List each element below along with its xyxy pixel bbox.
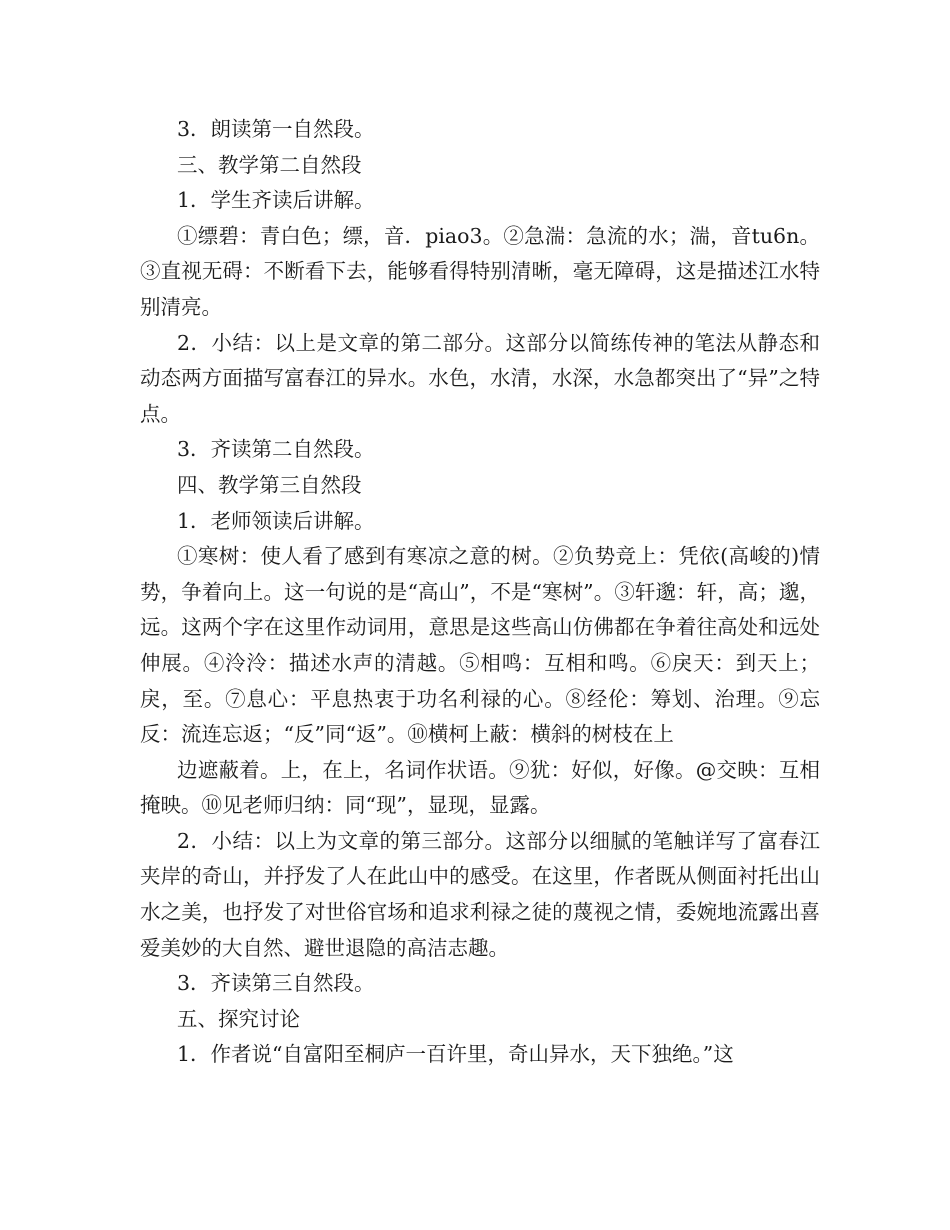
section-heading-five: 五、探究讨论 <box>177 1006 300 1031</box>
paragraph-students-read: 1．学生齐读后讲解。 <box>177 188 375 213</box>
paragraph-summary-second-part: 2．小结：以上是文章的第二部分。这部分以简练传神的笔法从静态和动态两方面描写富春江的异水。水色，水清，水深，水急都突出了“异”之特点。 <box>140 330 820 426</box>
paragraph-read-first-section: 3．朗读第一自然段。 <box>177 117 375 141</box>
section-heading-four: 四、教学第三自然段 <box>177 472 362 497</box>
paragraph-vocab-second-section: ①缥碧：青白色；缥，音．piao3。②急湍：急流的水；湍，音tu6n。③直视无碍：不断看下去，能够看得特别清晰，毫无障碍，这是描述江水特别清亮。 <box>140 223 820 319</box>
paragraph-summary-third-part: 2．小结：以上为文章的第三部分。这部分以细腻的笔触详写了富春江夹岸的奇山，并抒发了人在此山中的感受。在这里，作者既从侧面衬托出山水之美，也抒发了对世俗官场和追求利禄之徒的蔑视之情，委婉地流露出喜爱美妙的大自然、避世退隐的高洁志趣。 <box>140 828 820 960</box>
paragraph-read-second-section: 3．齐读第二自然段。 <box>177 437 375 462</box>
paragraph-teacher-reads: 1．老师领读后讲解。 <box>177 508 375 533</box>
paragraph-read-third-section: 3．齐读第三自然段。 <box>177 971 375 996</box>
paragraph-discussion-question: 1．作者说“自富阳至桐庐一百许里，奇山异水，天下独绝。”这 <box>177 1042 734 1067</box>
paragraph-vocab-continued: 边遮蔽着。上，在上，名词作状语。⑨犹：好似，好像。@交映：互相掩映。⑩见老师归纳：同“现”，显现，显露。 <box>140 757 820 818</box>
section-heading-three: 三、教学第二自然段 <box>177 152 362 177</box>
paragraph-vocab-third-section: ①寒树：使人看了感到有寒凉之意的树。②负势竞上：凭依(高峻的)情势，争着向上。这一句说的是“高山”，不是“寒树”。③轩邈：轩，高；邈，远。这两个字在这里作动词用，意思是这些高山仿佛都在争着往高处和远处伸展。④泠泠：描述水声的清越。⑤相鸣：互相和鸣。⑥戾天：到天上；戾，至。⑦息心：平息热衷于功名利禄的心。⑧经伦：筹划、治理。⑨忘反：流连忘返；“反”同“返”。⑩横柯上蔽：横斜的树枝在上 <box>140 544 820 747</box>
document-body <box>140 112 820 1073</box>
